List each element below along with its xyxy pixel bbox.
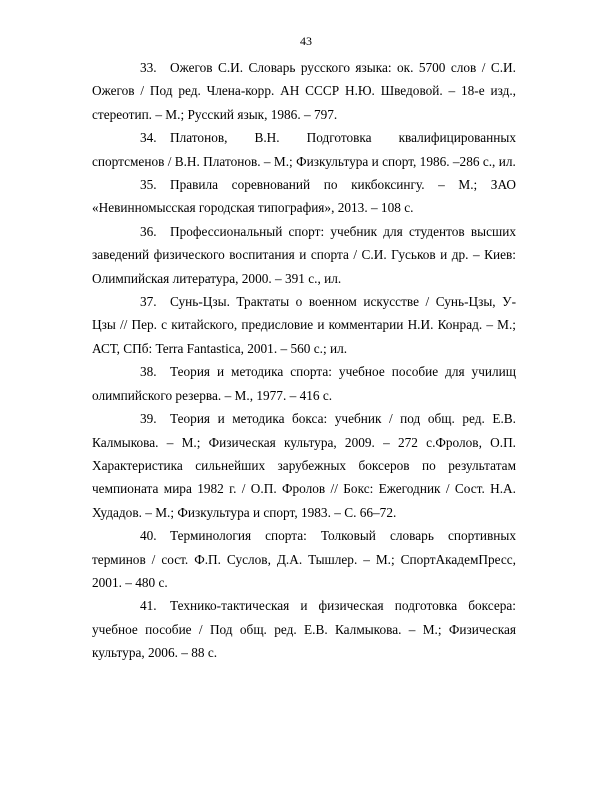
- bibliography-entry: [92, 220, 516, 290]
- bibliography-entry: [92, 290, 516, 360]
- bibliography-entry: [92, 360, 516, 407]
- entry-text: Теория и методика бокса: учебник / под общ. ред. Е.В. Калмыкова. – М.; Физическая культура, 2009. – 272 с.Фролов, О.П. Характеристика сильнейших зарубежных боксеров по результатам чемпионата мира 1982 г. / О.П. Фролов // Бокс: Ежегодник / Сост. Н.А. Худадов. – М.; Физкультура и спорт, 1983. – С. 66–72.: [92, 411, 516, 520]
- entry-text: Теория и методика спорта: учебное пособие для училищ олимпийского резерва. – М., 1977. – 416 с.: [92, 364, 516, 403]
- bibliography-entry: [92, 126, 516, 173]
- entry-number: 38.: [140, 364, 157, 380]
- entry-text: Технико-тактическая и физическая подготовка боксера: учебное пособие / Под общ. ред. Е.В. Калмыкова. – М.; Физическая культура, 2006. – 88 с.: [92, 598, 516, 661]
- entry-number: 35.: [140, 177, 157, 193]
- entry-text: Правила соревнований по кикбоксингу. – М.; ЗАО «Невинномысская городская типография», 2013. – 108 с.: [92, 177, 516, 216]
- bibliography-entry: [92, 594, 516, 664]
- entry-text: Ожегов С.И. Словарь русского языка: ок. 5700 слов / С.И. Ожегов / Под ред. Члена-корр. АН СССР Н.Ю. Шведовой. – 18-е изд., стереотип. – М.; Русский язык, 1986. – 797.: [92, 60, 516, 122]
- entry-number: 33.: [140, 60, 157, 75]
- entry-number: 40.: [140, 528, 157, 544]
- entry-text: Профессиональный спорт: учебник для студентов высших заведений физического воспитания и спорта / С.И. Гуськов и др. – Киев: Олимпийская литература, 2000. – 391 с., ил.: [92, 223, 516, 286]
- bibliography-entry: [92, 56, 516, 126]
- bibliography-list: [92, 56, 516, 665]
- page-number: 43: [300, 34, 312, 48]
- entry-number: 34.: [140, 130, 157, 146]
- entry-text: Сунь-Цзы. Трактаты о военном искусстве / Сунь-Цзы, У-Цзы // Пер. с китайского, предисловие и комментарии Н.И. Конрад. – М.; АСТ, СПб: Terra Fantastica, 2001. – 560 с.; ил.: [92, 294, 516, 356]
- entry-number: 36.: [140, 223, 157, 239]
- bibliography-entry: [92, 524, 516, 594]
- entry-number: 37.: [140, 294, 157, 310]
- bibliography-entry: [92, 173, 516, 220]
- entry-number: 39.: [140, 411, 157, 427]
- entry-text: Терминология спорта: Толковый словарь спортивных терминов / сост. Ф.П. Суслов, Д.А. Тышлер. – М.; СпортАкадемПресс, 2001. – 480 с.: [92, 528, 516, 590]
- entry-number: 41.: [140, 598, 157, 614]
- bibliography-entry: [92, 407, 516, 524]
- entry-text: Платонов, В.Н. Подготовка квалифицированных спортсменов / В.Н. Платонов. – М.; Физкультура и спорт, 1986. –286 с., ил.: [92, 130, 516, 169]
